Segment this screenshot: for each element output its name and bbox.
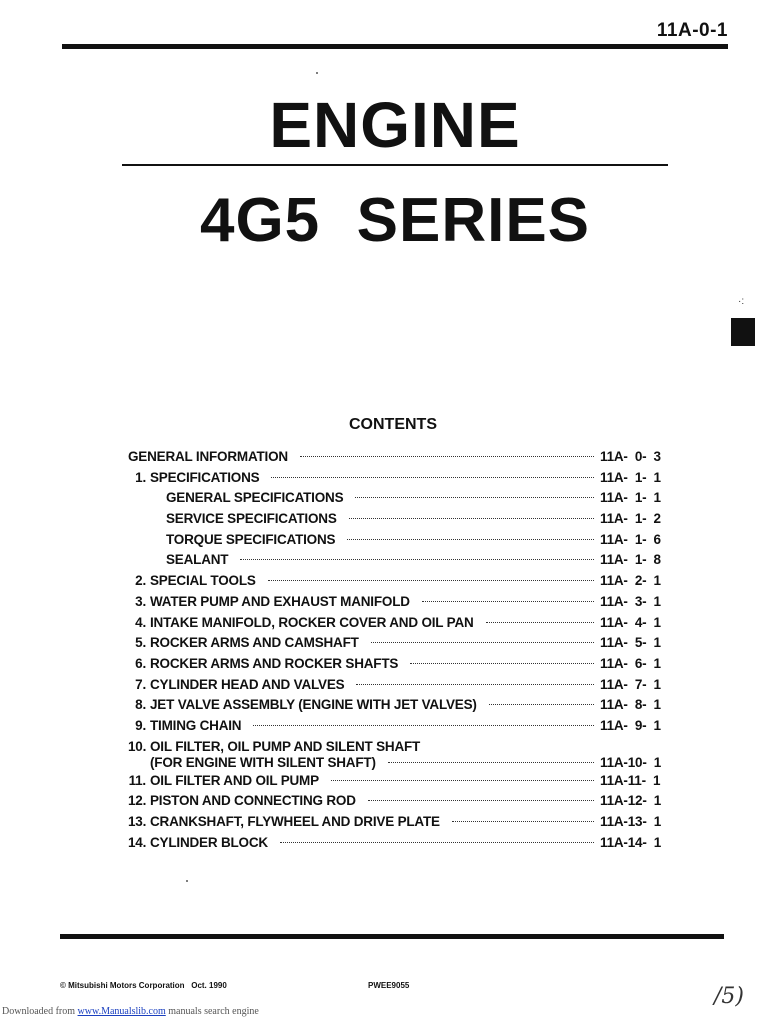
toc-entry [128, 739, 668, 773]
toc-dot-leader [280, 842, 594, 843]
toc-dot-leader [271, 477, 594, 478]
toc-entry-title: PISTON AND CONNECTING ROD [150, 793, 356, 809]
toc-entry-title: JET VALVE ASSEMBLY (ENGINE WITH JET VALVES) [150, 697, 477, 713]
toc-entry-number: 13. [128, 814, 147, 829]
toc-entry-page: 11A- 1- 8 [600, 552, 661, 568]
toc-entry-line [150, 656, 668, 671]
toc-entry-line [150, 615, 668, 630]
toc-entry [128, 656, 668, 677]
download-prefix: Downloaded from [2, 1006, 78, 1017]
toc-dot-leader [422, 601, 594, 602]
toc-entry-line [166, 511, 668, 526]
toc-entry-page: 11A- 5- 1 [600, 635, 661, 651]
toc-dot-leader [331, 780, 594, 781]
toc-entry-page: 11A-11- 1 [600, 772, 661, 788]
toc-dot-leader [356, 684, 594, 685]
page-number: 11A-0-1 [656, 20, 728, 41]
toc-entry-number: 3. [135, 593, 146, 609]
toc-entry-number: 1. [135, 469, 146, 485]
toc-entry-line [166, 532, 668, 547]
toc-entry-number: 9. [135, 717, 146, 733]
toc-entry-line [150, 573, 668, 588]
handwritten-mark: /5) [714, 984, 744, 1009]
toc-entry [128, 573, 668, 594]
toc-entry-page: 11A- 4- 1 [600, 614, 661, 630]
toc-dot-leader [300, 456, 594, 457]
toc-entry-number: 14. [128, 834, 147, 850]
toc-entry-line [150, 814, 668, 829]
toc-entry [128, 793, 668, 814]
table-of-contents [128, 449, 668, 855]
toc-entry-page: 11A- 6- 1 [600, 655, 661, 671]
toc-entry-line [128, 449, 668, 464]
toc-dot-leader [355, 497, 594, 498]
toc-entry [128, 490, 668, 511]
bottom-rule [60, 934, 724, 939]
toc-dot-leader [388, 762, 594, 763]
toc-entry-number: 8. [135, 697, 146, 713]
toc-entry-title: SPECIAL TOOLS [150, 573, 256, 589]
toc-entry-number: 6. [135, 655, 146, 671]
scan-speck [316, 72, 318, 74]
toc-entry [128, 594, 668, 615]
toc-entry [128, 449, 668, 470]
contents-heading: CONTENTS [349, 416, 437, 433]
download-suffix: manuals search engine [165, 1006, 259, 1017]
toc-entry-title: SPECIFICATIONS [150, 469, 260, 485]
toc-dot-leader [240, 559, 594, 560]
side-tab-marker [731, 318, 755, 346]
toc-entry-number: 4. [135, 614, 146, 630]
toc-entry-title: SERVICE SPECIFICATIONS [166, 511, 337, 527]
toc-entry [128, 552, 668, 573]
toc-dot-leader [253, 725, 594, 726]
copyright-notice: © Mitsubishi Motors Corporation Oct. 1990 [60, 981, 227, 990]
toc-entry-page: 11A- 1- 2 [600, 511, 661, 527]
document-code: PWEE9055 [368, 981, 410, 990]
download-footer [2, 1006, 259, 1017]
toc-entry-title: TIMING CHAIN [150, 717, 242, 733]
toc-entry-line [150, 835, 668, 850]
toc-dot-leader [268, 580, 594, 581]
toc-entry-title: CYLINDER BLOCK [150, 834, 268, 850]
toc-entry-number: 2. [135, 573, 146, 589]
toc-entry-page: 11A-12- 1 [600, 793, 662, 809]
toc-entry-line [166, 552, 668, 567]
toc-dot-leader [486, 622, 594, 623]
toc-entry-page: 11A- 3- 1 [600, 593, 661, 609]
toc-dot-leader [371, 642, 594, 643]
toc-entry [128, 635, 668, 656]
toc-dot-leader [452, 821, 594, 822]
toc-entry [128, 718, 668, 739]
toc-entry-page: 11A-14- 1 [600, 834, 662, 850]
toc-entry [128, 511, 668, 532]
toc-entry-page: 11A- 7- 1 [600, 676, 661, 692]
toc-entry-line [150, 793, 668, 808]
toc-entry-title: WATER PUMP AND EXHAUST MANIFOLD [150, 593, 410, 609]
toc-entry-page: 11A- 1- 1 [600, 490, 661, 506]
toc-entry-page: 11A- 2- 1 [600, 573, 661, 589]
toc-dot-leader [368, 800, 594, 801]
toc-entry-line [150, 470, 668, 485]
toc-entry-page: 11A- 0- 3 [600, 449, 661, 464]
toc-entry [128, 615, 668, 636]
top-rule [62, 44, 728, 49]
toc-entry-line [150, 697, 668, 712]
scan-speck [186, 880, 188, 882]
toc-entry-title: TORQUE SPECIFICATIONS [166, 531, 336, 547]
toc-entry-page: 11A-13- 1 [600, 814, 662, 829]
toc-entry-line [150, 677, 668, 692]
toc-entry-title-continued: (FOR ENGINE WITH SILENT SHAFT) [150, 754, 376, 770]
toc-entry-line [150, 635, 668, 650]
manualslib-link[interactable]: www.Manualslib.com [77, 1006, 166, 1017]
toc-entry-line [150, 594, 668, 609]
toc-entry-number: 10. [128, 738, 147, 754]
toc-entry-number: 11. [128, 772, 146, 788]
title-rule [122, 164, 668, 166]
toc-entry-line [166, 490, 668, 505]
toc-dot-leader [349, 518, 594, 519]
toc-entry-line [150, 739, 668, 754]
toc-entry [128, 773, 668, 794]
toc-dot-leader [347, 539, 594, 540]
toc-entry-line [150, 773, 668, 788]
toc-entry [128, 470, 668, 491]
toc-entry [128, 677, 668, 698]
toc-entry-title: OIL FILTER, OIL PUMP AND SILENT SHAFT [150, 738, 421, 754]
toc-entry-page: 11A-10- 1 [600, 754, 662, 770]
side-marks: ·: [738, 296, 745, 307]
toc-entry-number: 12. [128, 793, 147, 809]
toc-entry-page: 11A- 9- 1 [600, 717, 661, 733]
toc-entry-page: 11A- 1- 1 [600, 469, 661, 485]
toc-entry-line-continued [150, 755, 668, 770]
toc-entry-title: GENERAL SPECIFICATIONS [166, 490, 344, 506]
toc-entry-title: INTAKE MANIFOLD, ROCKER COVER AND OIL PAN [150, 614, 474, 630]
toc-entry [128, 532, 668, 553]
toc-entry [128, 814, 668, 835]
toc-entry-title: SEALANT [166, 552, 229, 568]
toc-entry-page: 11A- 8- 1 [600, 697, 661, 713]
toc-entry-title: ROCKER ARMS AND CAMSHAFT [150, 635, 359, 651]
toc-entry-number: 5. [135, 635, 146, 651]
toc-entry-title: CYLINDER HEAD AND VALVES [150, 676, 345, 692]
toc-entry-title: ROCKER ARMS AND ROCKER SHAFTS [150, 655, 399, 671]
toc-entry-page: 11A- 1- 6 [600, 531, 661, 547]
toc-dot-leader [489, 704, 594, 705]
toc-entry-line [150, 718, 668, 733]
toc-entry-title: GENERAL INFORMATION [128, 449, 288, 464]
toc-entry [128, 835, 668, 856]
title-main: ENGINE [269, 89, 521, 161]
toc-entry-title: OIL FILTER AND OIL PUMP [150, 772, 319, 788]
title-sub: 4G5 SERIES [199, 186, 591, 255]
toc-entry-title: CRANKSHAFT, FLYWHEEL AND DRIVE PLATE [150, 814, 440, 829]
toc-entry-number: 7. [135, 676, 146, 692]
toc-entry [128, 697, 668, 718]
toc-dot-leader [410, 663, 594, 664]
